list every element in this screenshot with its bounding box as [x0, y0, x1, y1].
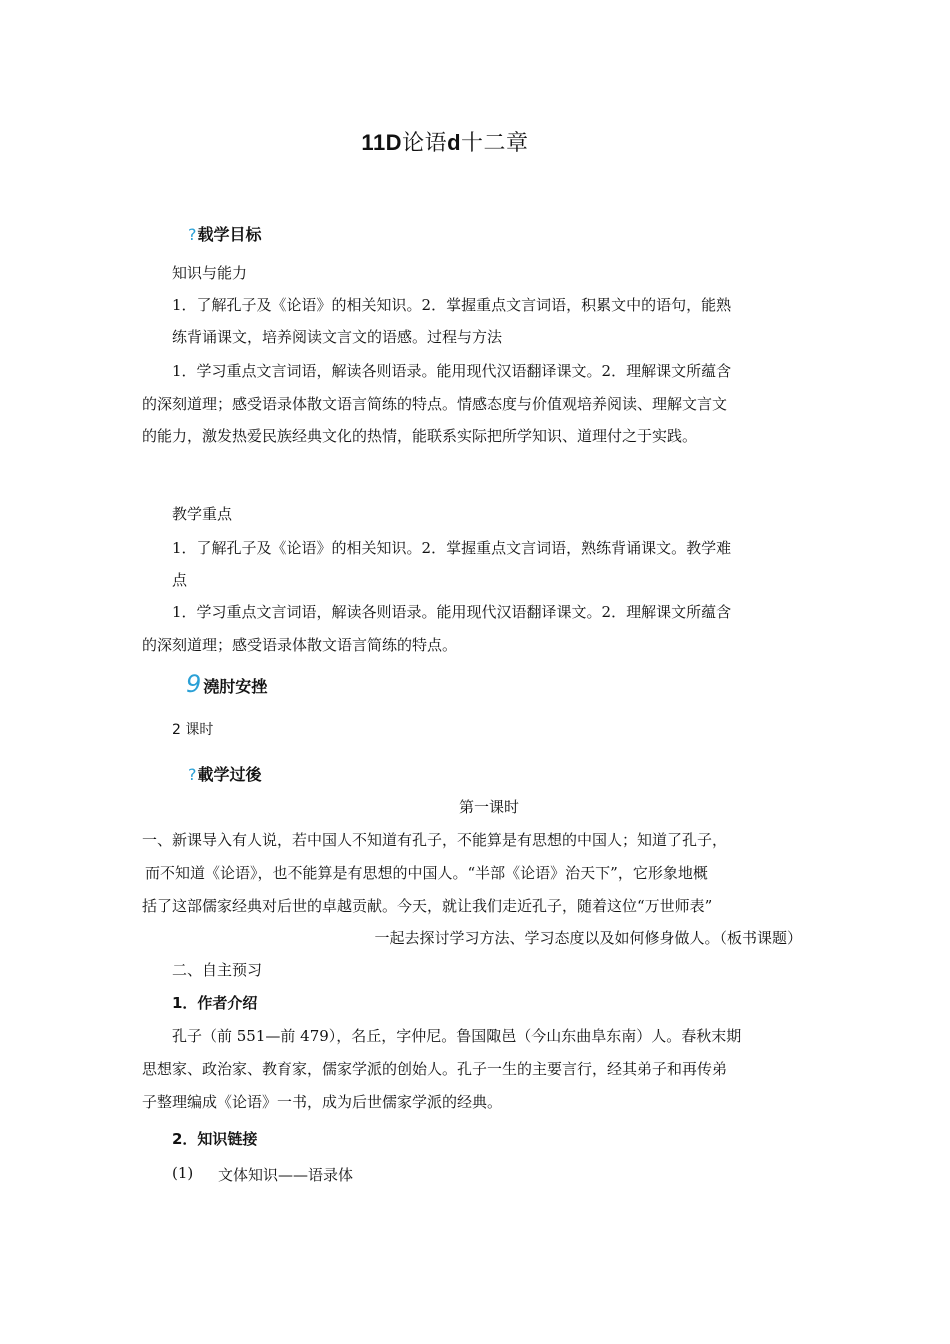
section-heading-schedule [186, 670, 267, 698]
paragraph-line: 的深刻道理；感受语录体散文语言简练的特点。 [142, 636, 458, 654]
list-item-text: 文体知识——语录体 [218, 1166, 354, 1184]
question-mark-icon: ? [188, 225, 197, 244]
title-part: 十二章 [461, 131, 529, 156]
paragraph-line: 1．学习重点文言词语，解读各则语录。能用现代汉语翻译课文。2．理解课文所蕴含 [172, 603, 732, 621]
paragraph-line: 一起去探讨学习方法、学习态度以及如何修身做人。（板书课题） [374, 929, 802, 947]
paragraph-line: 1．学习重点文言词语，解读各则语录。能用现代汉语翻译课文。2．理解课文所蕴含 [172, 362, 732, 380]
paragraph-line: 子整理编成《论语》一书，成为后世儒家学派的经典。 [142, 1093, 503, 1111]
subheading-bold: 1．作者介绍 [172, 994, 258, 1012]
paragraph-line: 的深刻道理；感受语录体散文语言简练的特点。情感态度与价值观培养阅读、理解文言文 [142, 395, 728, 413]
section-heading-goals [188, 222, 262, 245]
title-part: 11D [361, 130, 403, 155]
page-title [0, 126, 890, 157]
subheading: 知识与能力 [172, 264, 248, 282]
lesson-heading: 第一课时 [458, 798, 519, 816]
schedule-text: 2 课时 [172, 722, 214, 738]
paragraph-line: 1．了解孔子及《论语》的相关知识。2．掌握重点文言词语，熟练背诵课文。教学难 [172, 539, 732, 557]
question-mark-icon: ? [188, 765, 197, 784]
title-part: 论语 [402, 131, 448, 156]
paragraph-line: 一、新课导入有人说，若中国人不知道有孔子，不能算是有思想的中国人；知道了孔子， [142, 831, 728, 849]
paragraph-line: 1．了解孔子及《论语》的相关知识。2．掌握重点文言词语，积累文中的语句，能熟 [172, 296, 732, 314]
paragraph-line: 点 [172, 571, 188, 589]
section-heading-process [188, 762, 262, 785]
subheading: 二、自主预习 [172, 961, 263, 979]
nine-mark-icon: 9 [186, 670, 202, 698]
paragraph-line: 思想家、政治家、教育家，儒家学派的创始人。孔子一生的主要言行，经其弟子和再传弟 [142, 1060, 728, 1078]
paragraph-line: 孔子（前 551—前 479），名丘，字仲尼。鲁国陬邑（今山东曲阜东南）人。春秋末期 [172, 1027, 742, 1045]
section-heading-text: 載学过後 [197, 765, 262, 784]
paragraph-line: 而不知道《论语》，也不能算是有思想的中国人。“半部《论语》治天下”，它形象地概 [145, 864, 708, 882]
paragraph-line: 的能力，激发热爱民族经典文化的热情，能联系实际把所学知识、道理付之于实践。 [142, 427, 698, 445]
list-item-number: (1) [172, 1164, 194, 1182]
subheading-bold: 2．知识链接 [172, 1130, 258, 1148]
title-part: d [447, 130, 462, 155]
paragraph-line: 练背诵课文，培养阅读文言文的语感。过程与方法 [172, 328, 503, 346]
section-heading-text: 载学目标 [197, 225, 262, 244]
section-heading-text: 澆肘安挫 [203, 677, 268, 696]
subheading: 教学重点 [172, 505, 233, 523]
paragraph-line: 括了这部儒家经典对后世的卓越贡献。今天，就让我们走近孔子，随着这位“万世师表” [142, 897, 713, 915]
